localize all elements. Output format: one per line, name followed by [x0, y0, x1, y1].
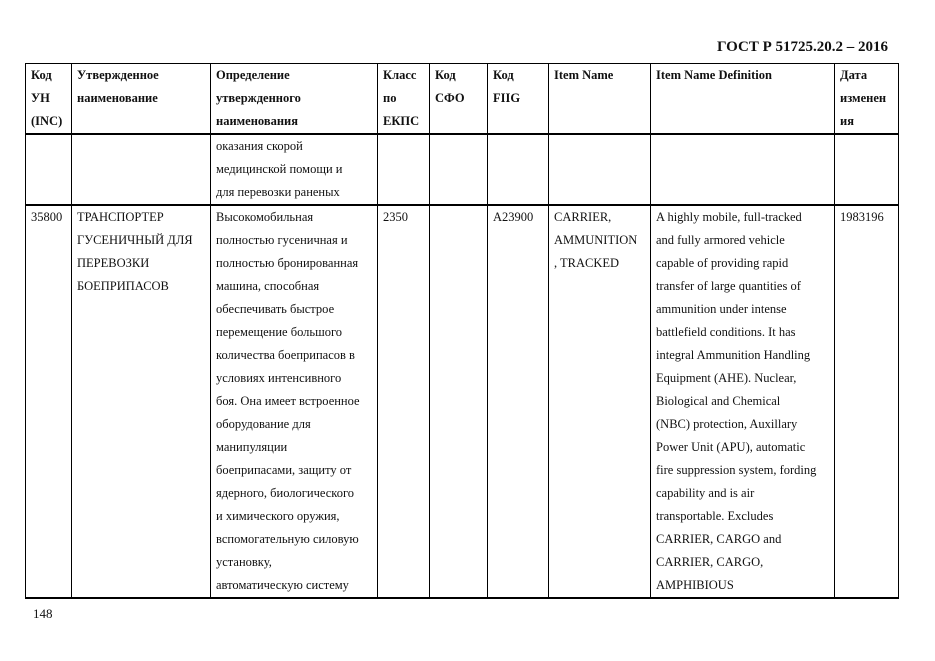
text-line: СФО [435, 91, 465, 105]
header-name-definition [211, 64, 378, 135]
text-line: медицинской помощи и [216, 162, 343, 176]
cell-class [378, 134, 430, 205]
text-line: по [383, 91, 397, 105]
header-item-name-definition [651, 64, 835, 135]
text-line: Item Name [554, 68, 614, 82]
text-line: БОЕПРИПАСОВ [77, 279, 169, 293]
cell-sfo [430, 205, 488, 598]
text-line: ПЕРЕВОЗКИ [77, 256, 150, 270]
text-line: (INC) [31, 114, 63, 128]
text-line: установку, [216, 555, 272, 569]
page-number: 148 [33, 606, 53, 621]
text-line: наименование [77, 91, 158, 105]
cell-inc [26, 205, 72, 598]
cell-fiig [488, 134, 549, 205]
header-class [378, 64, 430, 135]
cell-date [835, 205, 899, 598]
cell-date [835, 134, 899, 205]
cell-inc [26, 134, 72, 205]
text-line: боеприпасами, защиту от [216, 463, 352, 477]
text-line: capable of providing rapid [656, 256, 789, 270]
text-line: Power Unit (APU), automatic [656, 440, 806, 454]
cell-item-definition [651, 134, 835, 205]
cell-item-name [549, 134, 651, 205]
text-line: 35800 [31, 210, 63, 224]
text-line: ия [840, 114, 854, 128]
text-line: AMMUNITION [554, 233, 638, 247]
cell-class [378, 205, 430, 598]
text-line: Код [493, 68, 514, 82]
text-line: условиях интенсивного [216, 371, 342, 385]
text-line: CARRIER, CARGO and [656, 532, 782, 546]
document-title: ГОСТ Р 51725.20.2 – 2016 [716, 39, 888, 55]
header-inc [26, 64, 72, 135]
text-line: ядерного, биологического [216, 486, 355, 500]
text-line: УН [31, 91, 50, 105]
text-line: CARRIER, CARGO, [656, 555, 764, 569]
text-line: , TRACKED [554, 256, 620, 270]
text-line: перемещение большого [216, 325, 343, 339]
text-line: Дата [840, 68, 868, 82]
text-line: AMPHIBIOUS [656, 578, 734, 592]
header-item-name [549, 64, 651, 135]
cell-item-name [549, 205, 651, 598]
text-line: утвержденного [216, 91, 301, 105]
cell-fiig [488, 205, 549, 598]
text-line: Определение [216, 68, 290, 82]
catalog-table [25, 63, 899, 599]
text-line: fire suppression system, fording [656, 463, 817, 477]
text-line: (NBC) protection, Auxillary [656, 417, 798, 431]
text-line: полностью бронированная [216, 256, 359, 270]
text-line: оборудование для [216, 417, 311, 431]
text-line: ЕКПС [383, 114, 420, 128]
text-line: Equipment (AHE). Nuclear, [656, 371, 797, 385]
cell-sfo [430, 134, 488, 205]
text-line: манипуляции [216, 440, 288, 454]
text-line: A23900 [493, 210, 534, 224]
header-fiig-code [488, 64, 549, 135]
text-line: ГУСЕНИЧНЫЙ ДЛЯ [77, 233, 193, 247]
table-row [26, 205, 899, 598]
cell-name-ru [72, 205, 211, 598]
text-line: ammunition under intense [656, 302, 787, 316]
table-row [26, 134, 899, 205]
text-line: FIIG [493, 91, 521, 105]
text-line: для перевозки раненых [216, 185, 340, 199]
header-row [26, 64, 899, 135]
header-sfo-code [430, 64, 488, 135]
text-line: Высокомобильная [216, 210, 314, 224]
text-line: transportable. Excludes [656, 509, 774, 523]
text-line: Biological and Chemical [656, 394, 781, 408]
text-line: изменен [840, 91, 887, 105]
text-line: машина, способная [216, 279, 320, 293]
cell-definition-ru [211, 134, 378, 205]
text-line: transfer of large quantities of [656, 279, 801, 293]
text-line: Утвержденное [77, 68, 159, 82]
text-line: Код [31, 68, 52, 82]
text-line: CARRIER, [554, 210, 612, 224]
text-line: полностью гусеничная и [216, 233, 348, 247]
text-line: capability and is air [656, 486, 755, 500]
text-line: ТРАНСПОРТЕР [77, 210, 164, 224]
text-line: Код [435, 68, 456, 82]
text-line: наименования [216, 114, 299, 128]
cell-name-ru [72, 134, 211, 205]
text-line: количества боеприпасов в [216, 348, 355, 362]
text-line: 2350 [383, 210, 408, 224]
text-line: автоматическую систему [216, 578, 349, 592]
text-line: battlefield conditions. It has [656, 325, 796, 339]
text-line: боя. Она имеет встроенное [216, 394, 360, 408]
text-line: A highly mobile, full-tracked [656, 210, 802, 224]
text-line: Item Name Definition [656, 68, 772, 82]
text-line: оказания скорой [216, 139, 303, 153]
text-line: вспомогательную силовую [216, 532, 359, 546]
header-approved-name [72, 64, 211, 135]
text-line: integral Ammunition Handling [656, 348, 811, 362]
text-line: and fully armored vehicle [656, 233, 785, 247]
cell-item-definition [651, 205, 835, 598]
text-line: обеспечивать быстрое [216, 302, 335, 316]
text-line: Класс [383, 68, 417, 82]
cell-definition-ru [211, 205, 378, 598]
text-line: 1983196 [840, 210, 884, 224]
text-line: и химического оружия, [216, 509, 340, 523]
header-change-date [835, 64, 899, 135]
